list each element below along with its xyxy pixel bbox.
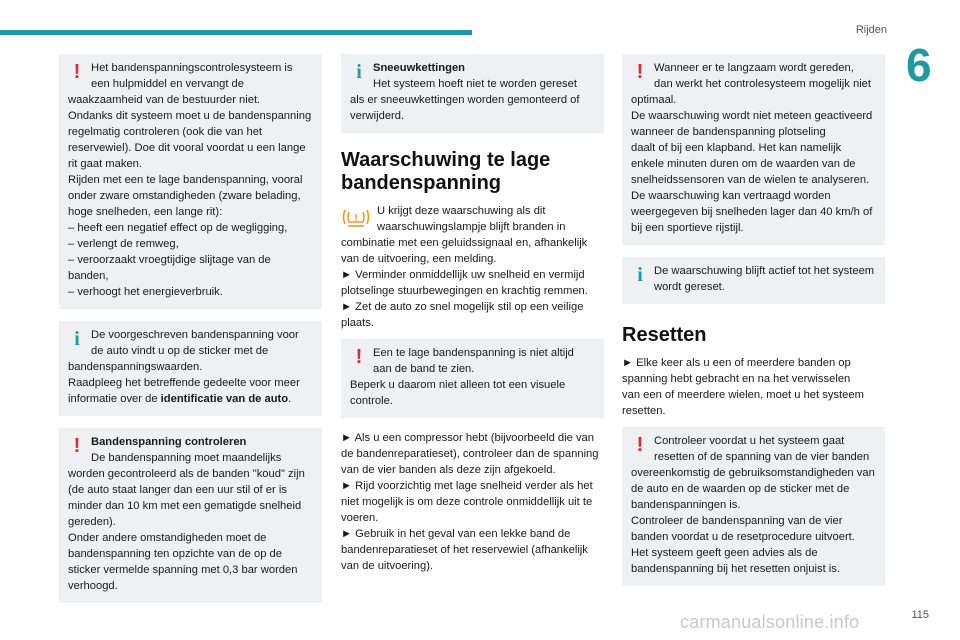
text-line: bandenspanning bij het resetten onjuist is. [631,563,840,575]
vehicle-identification-link-text: identificatie van de auto [160,393,289,405]
text-line: van de uitvoering, een melding. [341,253,497,265]
text-line: regelmatig controleren (ook die van het [68,126,263,138]
text-line: ► Rijd voorzichtig met lage snelheid verder als het [341,480,593,492]
text-line: – heeft een negatief effect op de wegligging, [68,222,288,234]
text-line: Onder andere omstandigheden moet de [68,532,267,544]
text-line: overeenkomstig de gebruiksomstandigheden van [631,467,875,479]
text-line: van de uitvoering). [341,560,434,572]
text-line: van een of meerdere wielen, moet u het systeem [622,389,864,401]
text-line: wanneer de bandenspanning plotseling [631,126,826,138]
warning-box-before-reset [622,427,885,586]
text-line: bandenspanning ten opzichte van de op de [68,548,282,560]
warning-exclamation-icon: ! [73,435,81,457]
header-accent-bar [0,30,472,35]
text-line: ► Als u een compressor hebt (bijvoorbeeld die van [341,432,594,444]
text-line: Raadpleeg het betreffende gedeelte voor meer [68,377,300,389]
text-line: bandenspanningen is. [631,499,741,511]
column-2 [341,54,604,574]
column-3 [622,54,885,598]
text-line: bij een sportieve rijstijl. [631,222,744,234]
text-line: ► Zet de auto zo snel mogelijk stil op een veilige [341,301,584,313]
text-line: De waarschuwing kan vertraagd worden [631,190,831,202]
text-line: De waarschuwing wordt niet meteen geactiveerd [631,110,873,122]
text-line: De bandenspanning moet maandelijks [91,452,282,464]
text-line: verwijderd. [350,110,405,122]
info-first-lines [350,60,595,92]
text-fragment: informatie over de [68,393,161,405]
info-icon: i [74,328,80,350]
text-line: waakzaamheid van de bestuurder niet. [68,94,261,106]
low-pressure-instructions [341,203,604,331]
text-line: plotselinge stuurbewegingen en krachtig remmen. [341,285,588,297]
section-title: Rijden [855,24,887,36]
text-line: resetten. [622,405,666,417]
text-line: onder zware omstandigheden (zware belading, [68,190,301,202]
text-line: combinatie met een geluidssignaal en, afhankelijk [341,237,588,249]
low-pressure-further-instructions [341,430,604,574]
text-line: Een te lage bandenspanning is niet altijd [373,347,574,359]
warning-exclamation-icon: ! [636,434,644,456]
warning-first-lines [68,434,313,466]
text-line: wordt gereset. [654,281,725,293]
info-icon: i [637,264,643,286]
info-icon: i [356,61,362,83]
text-line: bandenreparatieset of het reservewiel (afhankelijk [341,544,588,556]
heading-line: bandenspanning [341,172,501,194]
svg-text:!: ! [354,213,358,224]
text-line: minder dan 10 km met een gematigde snelheid [68,500,302,512]
text-line: Wanneer er te langzaam wordt gereden, [654,62,854,74]
warning-exclamation-icon: ! [636,61,644,83]
text-line: een hulpmiddel en vervangt de [91,78,245,90]
text-line: voeren. [341,512,379,524]
heading-low-pressure-warning [341,149,604,195]
text-line: ► Gebruik in het geval van een lekke band de [341,528,571,540]
text-line: Het bandenspanningscontrolesysteem is [91,62,293,74]
info-box-warning-active [622,257,885,304]
text-line: spanning hebt gebracht en na het verwisselen [622,373,851,385]
warning-first-lines [68,60,313,92]
heading-line: Waarschuwing te lage [341,149,551,171]
warning-box-slow-driving [622,54,885,245]
text-line: gereden). [68,516,116,528]
text-line: aan de band te zien. [373,363,475,375]
text-line: rit gaat maken. [68,158,142,170]
text-line: banden voordat u de resetprocedure uitvoert. [631,531,855,543]
text-line: als er sneeuwkettingen worden gemonteerd of [350,94,580,106]
warning-box-visual-check [341,339,604,418]
box-title: Bandenspanning controleren [91,436,247,448]
text-line: De voorgeschreven bandenspanning voor [91,329,299,341]
text-fragment: . [288,393,292,405]
warning-first-lines [350,345,595,377]
text-line: ► Verminder onmiddellijk uw snelheid en vermijd [341,269,585,281]
text-line: Controleer voordat u het systeem gaat [654,435,845,447]
text-line: banden, [68,270,109,282]
box-title: Sneeuwkettingen [373,62,466,74]
text-line: de bandenreparatieset), controleer dan de spanning [341,448,599,460]
text-line: enkele minuten duren om de waarden van de [631,158,856,170]
watermark: carmanualsonline.info [680,612,860,632]
text-line: worden gecontroleerd als de banden "koud" zijn [68,468,305,480]
text-line: Rijden met een te lage bandenspanning, vooral [68,174,303,186]
text-line: verhoogd. [68,580,118,592]
text-line: optimaal. [631,94,677,106]
text-line: controle. [350,395,393,407]
text-line: snelheidssensoren van de wielen te analyseren. [631,174,870,186]
text-line: weergegeven bij snelheden lager dan 40 km/h of [631,206,873,218]
text-line: U krijgt deze waarschuwing als dit [377,205,546,217]
info-box-recommended-pressure [59,321,322,416]
text-line: van de vier banden als deze zijn afgekoeld. [341,464,556,476]
tyre-pressure-warning-lamp-icon [341,204,371,230]
text-line: Beperk u daarom niet alleen tot een visuele [350,379,566,391]
text-line: niet mogelijk is om deze controle onmiddellijk uit te [341,496,593,508]
text-line: de auto vindt u op de sticker met de [91,345,269,357]
warning-exclamation-icon: ! [355,346,363,368]
text-line: reservewiel). Doe dit vooral voordat u een lange [68,142,306,154]
text-line: de auto en de waarden op de sticker met de [631,483,850,495]
warning-exclamation-icon: ! [73,61,81,83]
text-line: De waarschuwing blijft actief tot het systeem [654,265,875,277]
reset-instructions [622,355,885,419]
tell-tale-intro [341,203,604,235]
text-line: (de auto staat langer dan een uur stil of er is [68,484,287,496]
text-line: ► Elke keer als u een of meerdere banden op [622,357,851,369]
text-line: Het systeem hoeft niet te worden gereset [373,78,577,90]
heading-reset: Resetten [622,324,707,346]
warning-first-lines [631,60,876,92]
text-line: Ondanks dit systeem moet u de bandenspanning [68,110,312,122]
text-line: sticker vermelde spanning met 0,3 bar worden [68,564,298,576]
text-line: – verhoogt het energieverbruik. [68,286,223,298]
info-box-snow-chains [341,54,604,133]
info-first-lines [68,327,313,359]
info-first-lines [631,263,876,295]
text-line: – verlengt de remweg, [68,238,179,250]
text-line: Het systeem geeft geen advies als de [631,547,818,559]
text-line [68,391,313,407]
text-line: Controleer de bandenspanning van de vier [631,515,843,527]
warning-box-check-pressure [59,428,322,603]
text-line: plaats. [341,317,374,329]
text-line: – veroorzaakt vroegtijdige slijtage van de [68,254,271,266]
text-line: dan werkt het controlesysteem mogelijk niet [654,78,872,90]
text-line: hoge snelheden, een lange rit): [68,206,223,218]
warning-box-tyre-monitoring [59,54,322,309]
text-line: bandenspanningswaarden. [68,361,203,373]
column-1 [59,54,322,615]
page-number: 115 [911,609,929,621]
text-line: waarschuwingslampje blijft branden in [377,221,566,233]
warning-first-lines [631,433,876,465]
chapter-number: 6 [906,39,932,91]
text-line: daalt of bij een klapband. Het kan namelijk [631,142,842,154]
text-line: resetten of de spanning van de vier banden [654,451,870,463]
